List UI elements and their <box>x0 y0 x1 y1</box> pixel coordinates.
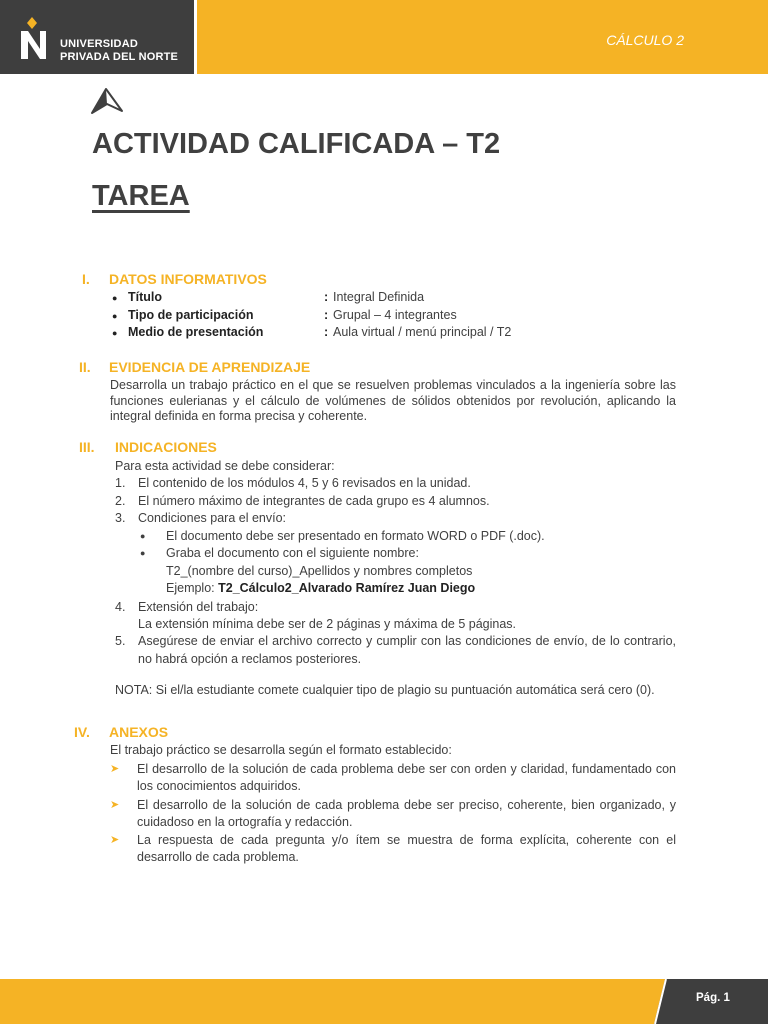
list-number: 1. <box>115 476 126 490</box>
list-number: 3. <box>115 511 126 525</box>
example-label: Ejemplo: <box>166 581 219 595</box>
plagiarism-note: NOTA: Si el/la estudiante comete cualquier tipo de plagio su puntuación automática será cero (0). <box>115 683 655 697</box>
example-line <box>166 581 475 597</box>
info-value: Aula virtual / menú principal / T2 <box>333 325 512 339</box>
info-value: Integral Definida <box>333 290 425 304</box>
condition-text: El documento debe ser presentado en formato WORD o PDF (.doc). <box>166 529 545 543</box>
list-text: El desarrollo de la solución de cada problema debe ser con orden y claridad, fundamentado con los conocimientos adquiridos. <box>137 762 676 793</box>
extension-text: La extensión mínima debe ser de 2 páginas y máxima de 5 páginas. <box>138 617 517 631</box>
info-row-medio <box>112 325 612 341</box>
footer-divider-icon <box>654 979 672 1024</box>
list-text: El número máximo de integrantes de cada grupo es 4 alumnos. <box>138 494 490 508</box>
bullet-icon: ● <box>140 531 146 541</box>
list-number: 5. <box>115 634 126 648</box>
section-evidencia-heading <box>79 359 311 375</box>
evidencia-text: Desarrolla un trabajo práctico en el que se resuelven problemas vinculados a la ingeniería sobre las funciones eulerianas y el cálculo de volúmenes de sólidos obtenidos por revolución, aplicando la integral definida en forma precisa y coherente. <box>110 378 676 423</box>
info-colon: : <box>324 325 329 339</box>
header-logo-block <box>0 0 194 74</box>
section-number: II. <box>79 359 91 375</box>
arrow-bullet-icon: ➤ <box>110 834 120 846</box>
university-logo-icon <box>18 17 50 61</box>
info-label: Medio de presentación <box>128 325 264 339</box>
list-item <box>110 761 676 795</box>
anexos-intro: El trabajo práctico se desarrolla según el formato establecido: <box>110 743 452 757</box>
course-name: CÁLCULO 2 <box>606 32 684 48</box>
list-text: Condiciones para el envío: <box>138 511 287 525</box>
arrow-bullet-icon: ➤ <box>110 763 120 775</box>
section-title: DATOS INFORMATIVOS <box>109 271 267 287</box>
bullet-icon: ● <box>112 293 118 303</box>
list-text: El contenido de los módulos 4, 5 y 6 revisados en la unidad. <box>138 476 471 490</box>
list-item <box>110 797 676 831</box>
list-text: La respuesta de cada pregunta y/o ítem se muestra de forma explícita, coherente con el desarrollo de cada problema. <box>137 833 676 864</box>
navigation-arrow-icon <box>90 87 124 115</box>
page-subtitle: TAREA <box>92 180 190 212</box>
list-text: El desarrollo de la solución de cada problema debe ser preciso, coherente, bien organizado, y cuidadoso en la ortografía y redacción. <box>137 798 676 829</box>
list-item <box>110 832 676 866</box>
section-anexos-heading <box>74 724 169 740</box>
bullet-icon: ● <box>112 328 118 338</box>
section-title: ANEXOS <box>109 724 169 740</box>
name-format: T2_(nombre del curso)_Apellidos y nombres completos <box>166 564 473 578</box>
section-number: III. <box>79 439 95 455</box>
list-number: 4. <box>115 600 126 614</box>
section-title: EVIDENCIA DE APRENDIZAJE <box>109 359 311 375</box>
university-name-line2: PRIVADA DEL NORTE <box>60 51 179 63</box>
info-row-titulo <box>112 290 612 306</box>
list-number: 2. <box>115 494 126 508</box>
university-name <box>60 38 178 64</box>
indicaciones-intro: Para esta actividad se debe considerar: <box>115 459 335 473</box>
section-title: INDICACIONES <box>115 439 217 455</box>
page-title: ACTIVIDAD CALIFICADA – T2 <box>92 128 501 160</box>
footer-band <box>0 979 665 1024</box>
section-datos-heading <box>82 271 267 287</box>
section-indicaciones-heading <box>79 439 217 455</box>
bullet-icon: ● <box>140 548 146 558</box>
list-item <box>115 633 676 669</box>
condition-text: Graba el documento con el siguiente nombre: <box>166 546 419 560</box>
section-number: I. <box>82 271 90 287</box>
info-label: Título <box>128 290 163 304</box>
info-colon: : <box>324 290 329 304</box>
example-value: T2_Cálculo2_Alvarado Ramírez Juan Diego <box>218 581 476 595</box>
list-text: Asegúrese de enviar el archivo correcto y cumplir con las condiciones de envío, de lo contrario, no habrá opción a reclamos posteriores. <box>138 634 676 666</box>
info-label: Tipo de participación <box>128 308 254 322</box>
section-number: IV. <box>74 724 90 740</box>
bullet-icon: ● <box>112 311 118 321</box>
info-value: Grupal – 4 integrantes <box>333 308 457 322</box>
university-name-line1: UNIVERSIDAD <box>60 38 138 50</box>
info-row-tipo <box>112 308 612 324</box>
page-number: Pág. 1 <box>696 992 730 1004</box>
arrow-bullet-icon: ➤ <box>110 799 120 811</box>
list-text: Extensión del trabajo: <box>138 600 259 614</box>
info-colon: : <box>324 308 329 322</box>
